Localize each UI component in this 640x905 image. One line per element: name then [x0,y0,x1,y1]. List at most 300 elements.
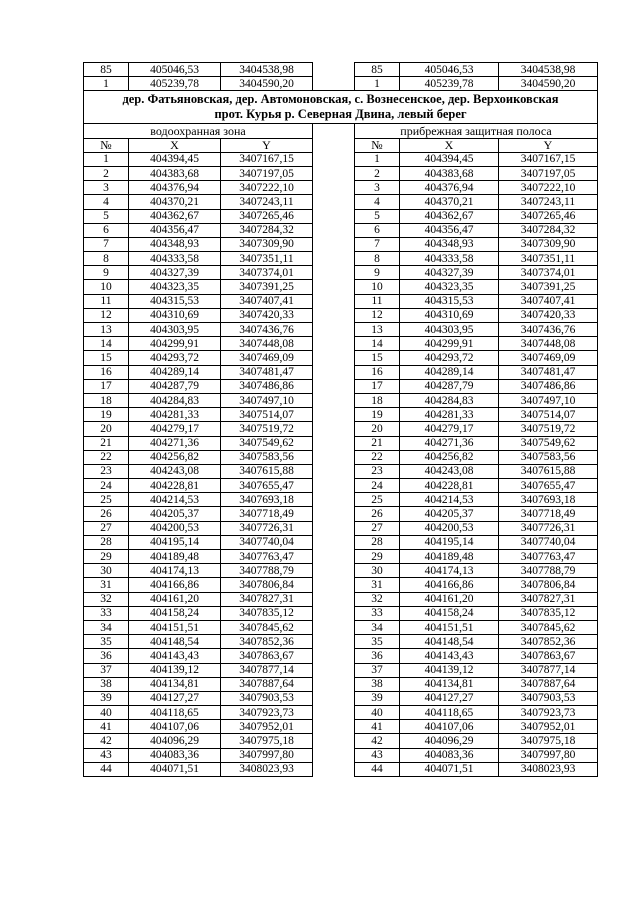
right-zone-title: прибрежная защитная полоса [355,124,598,138]
left-point-number: 20 [84,422,129,436]
column-gap [313,280,355,294]
column-gap [313,294,355,308]
right-x-value: 404143,43 [400,649,499,663]
left-x-header: X [129,138,221,152]
left-y-value: 3407952,01 [221,720,313,734]
right-point-number: 2 [355,166,400,180]
left-x-value: 404107,06 [129,720,221,734]
table-row [84,606,598,620]
right-y-value: 3407923,73 [499,706,598,720]
right-x-value: 404362,67 [400,209,499,223]
left-x-value: 404293,72 [129,351,221,365]
right-point-number: 42 [355,734,400,748]
right-x-value: 404158,24 [400,606,499,620]
right-point-number: 28 [355,535,400,549]
column-gap [313,521,355,535]
left-y-value: 3407497,10 [221,393,313,407]
right-point-number: 33 [355,606,400,620]
column-gap [313,166,355,180]
right-y-value: 3407726,31 [499,521,598,535]
left-point-number: 21 [84,436,129,450]
right-y-value: 3407351,11 [499,252,598,266]
right-point-number: 30 [355,564,400,578]
right-point-number: 85 [355,63,400,77]
right-x-value: 404279,17 [400,422,499,436]
table-row [84,166,598,180]
left-y-value: 3407514,07 [221,408,313,422]
left-y-value: 3407852,36 [221,635,313,649]
left-x-value: 404151,51 [129,620,221,634]
left-point-number: 25 [84,493,129,507]
table-row [84,266,598,280]
left-x-value: 404287,79 [129,379,221,393]
left-x-value: 404083,36 [129,748,221,762]
column-gap [313,124,355,138]
right-point-number: 7 [355,237,400,251]
left-y-value: 3407197,05 [221,166,313,180]
left-point-number: 28 [84,535,129,549]
left-point-number: 85 [84,63,129,77]
right-y-value: 3407436,76 [499,323,598,337]
column-gap [313,748,355,762]
left-x-value: 404118,65 [129,706,221,720]
left-x-value: 404189,48 [129,550,221,564]
right-x-value: 404134,81 [400,677,499,691]
right-y-value: 3407420,33 [499,308,598,322]
left-x-value: 404315,53 [129,294,221,308]
right-y-value: 3407448,08 [499,337,598,351]
left-y-value: 3407975,18 [221,734,313,748]
right-y-value: 3407835,12 [499,606,598,620]
column-gap [313,422,355,436]
left-point-number: 30 [84,564,129,578]
left-x-value: 404148,54 [129,635,221,649]
right-x-value: 404289,14 [400,365,499,379]
right-x-value: 404333,58 [400,252,499,266]
right-x-value: 405239,78 [400,77,499,91]
right-point-number: 25 [355,493,400,507]
left-point-number: 14 [84,337,129,351]
left-x-value: 404348,93 [129,237,221,251]
table-row [84,464,598,478]
right-y-value: 3407583,56 [499,450,598,464]
left-x-value: 404323,35 [129,280,221,294]
right-x-value: 404376,94 [400,181,499,195]
right-x-value: 404071,51 [400,762,499,776]
left-y-value: 3407420,33 [221,308,313,322]
left-num-header: № [84,138,129,152]
right-x-value: 404293,72 [400,351,499,365]
table-row [84,635,598,649]
left-y-header: Y [221,138,313,152]
right-y-value: 3407243,11 [499,195,598,209]
left-x-value: 404271,36 [129,436,221,450]
table-row [84,195,598,209]
left-point-number: 24 [84,479,129,493]
right-y-value: 3407469,09 [499,351,598,365]
left-y-value: 3407351,11 [221,252,313,266]
right-point-number: 32 [355,592,400,606]
right-x-value: 404287,79 [400,379,499,393]
right-point-number: 35 [355,635,400,649]
table-row [84,748,598,762]
left-point-number: 31 [84,578,129,592]
column-gap [313,379,355,393]
right-point-number: 16 [355,365,400,379]
right-x-value: 404151,51 [400,620,499,634]
table-row [84,564,598,578]
left-x-value: 404370,21 [129,195,221,209]
left-point-number: 27 [84,521,129,535]
table-row [84,479,598,493]
right-y-value: 3407693,18 [499,493,598,507]
left-point-number: 40 [84,706,129,720]
table-row [84,578,598,592]
left-point-number: 17 [84,379,129,393]
right-y-value: 3407806,84 [499,578,598,592]
left-point-number: 11 [84,294,129,308]
left-y-value: 3407469,09 [221,351,313,365]
column-gap [313,606,355,620]
right-point-number: 41 [355,720,400,734]
right-x-value: 404195,14 [400,535,499,549]
left-y-value: 3407583,56 [221,450,313,464]
left-x-value: 405046,53 [129,63,221,77]
right-y-value: 3407655,47 [499,479,598,493]
left-point-number: 36 [84,649,129,663]
section-title [84,91,598,124]
table-row [84,237,598,251]
column-gap [313,535,355,549]
right-x-value: 404327,39 [400,266,499,280]
left-x-value: 404174,13 [129,564,221,578]
right-x-value: 404348,93 [400,237,499,251]
left-x-value: 404299,91 [129,337,221,351]
table-row [84,223,598,237]
left-x-value: 405239,78 [129,77,221,91]
left-y-value: 3407549,62 [221,436,313,450]
right-x-value: 404161,20 [400,592,499,606]
left-point-number: 10 [84,280,129,294]
left-y-value: 3407903,53 [221,691,313,705]
column-gap [313,138,355,152]
left-y-value: 3407740,04 [221,535,313,549]
right-x-value: 404284,83 [400,393,499,407]
left-x-value: 404284,83 [129,393,221,407]
left-point-number: 29 [84,550,129,564]
left-point-number: 7 [84,237,129,251]
zone-header-row [84,124,598,138]
left-y-value: 3407436,76 [221,323,313,337]
right-point-number: 13 [355,323,400,337]
right-point-number: 6 [355,223,400,237]
left-x-value: 404166,86 [129,578,221,592]
section-title-line1: дер. Фатьяновская, дер. Автомоновская, с. Вознесенское, дер. Верхоиковская [122,92,559,107]
left-point-number: 6 [84,223,129,237]
column-gap [313,408,355,422]
table-row [84,450,598,464]
column-gap [313,663,355,677]
right-x-value: 404139,12 [400,663,499,677]
right-y-value: 3407863,67 [499,649,598,663]
right-y-value: 3407167,15 [499,152,598,166]
right-point-number: 14 [355,337,400,351]
table-row [84,762,598,776]
column-gap [313,152,355,166]
section-header [84,91,598,152]
table-row [84,535,598,549]
column-gap [313,734,355,748]
left-x-value: 404228,81 [129,479,221,493]
left-x-value: 404139,12 [129,663,221,677]
right-x-value: 404107,06 [400,720,499,734]
left-point-number: 44 [84,762,129,776]
column-gap [313,393,355,407]
right-x-value: 404214,53 [400,493,499,507]
table-row [84,592,598,606]
right-y-value: 3407615,88 [499,464,598,478]
left-x-value: 404383,68 [129,166,221,180]
left-point-number: 5 [84,209,129,223]
table-row [84,77,598,91]
right-point-number: 19 [355,408,400,422]
column-gap [313,720,355,734]
right-x-value: 404166,86 [400,578,499,592]
right-x-value: 404271,36 [400,436,499,450]
table-row [84,209,598,223]
table-row [84,422,598,436]
left-point-number: 39 [84,691,129,705]
right-x-value: 404299,91 [400,337,499,351]
right-y-value: 3407827,31 [499,592,598,606]
column-gap [313,762,355,776]
right-point-number: 1 [355,152,400,166]
table-row [84,663,598,677]
right-x-value: 404243,08 [400,464,499,478]
right-y-value: 3407788,79 [499,564,598,578]
left-x-value: 404256,82 [129,450,221,464]
right-point-number: 17 [355,379,400,393]
left-y-value: 3407222,10 [221,181,313,195]
right-y-value: 3407877,14 [499,663,598,677]
right-y-value: 3404538,98 [499,63,598,77]
right-y-value: 3407407,41 [499,294,598,308]
right-x-value: 404205,37 [400,507,499,521]
left-point-number: 2 [84,166,129,180]
right-y-header: Y [499,138,598,152]
table-row [84,649,598,663]
right-point-number: 3 [355,181,400,195]
left-point-number: 37 [84,663,129,677]
left-y-value: 3407486,86 [221,379,313,393]
column-gap [313,223,355,237]
left-y-value: 3407284,32 [221,223,313,237]
column-gap [313,337,355,351]
column-gap [313,209,355,223]
right-y-value: 3404590,20 [499,77,598,91]
right-y-value: 3407549,62 [499,436,598,450]
right-point-number: 26 [355,507,400,521]
column-gap [313,252,355,266]
right-point-number: 34 [355,620,400,634]
right-y-value: 3407718,49 [499,507,598,521]
right-point-number: 43 [355,748,400,762]
table-row [84,337,598,351]
left-x-value: 404127,27 [129,691,221,705]
right-x-value: 404323,35 [400,280,499,294]
right-x-value: 404228,81 [400,479,499,493]
column-gap [313,691,355,705]
right-x-value: 404200,53 [400,521,499,535]
table-row [84,734,598,748]
column-gap [313,550,355,564]
column-gap [313,308,355,322]
column-header-row [84,138,598,152]
right-point-number: 31 [355,578,400,592]
right-point-number: 40 [355,706,400,720]
column-gap [313,464,355,478]
left-x-value: 404333,58 [129,252,221,266]
right-x-value: 404281,33 [400,408,499,422]
table-row [84,323,598,337]
left-x-value: 404071,51 [129,762,221,776]
section-title-line2: прот. Курья р. Северная Двина, левый берег [214,107,467,122]
left-x-value: 404394,45 [129,152,221,166]
right-y-value: 3407391,25 [499,280,598,294]
right-point-number: 22 [355,450,400,464]
right-point-number: 10 [355,280,400,294]
table-row [84,152,598,166]
table-row [84,280,598,294]
column-gap [313,266,355,280]
left-point-number: 26 [84,507,129,521]
left-zone-title: водоохранная зона [84,124,313,138]
right-y-value: 3407763,47 [499,550,598,564]
left-y-value: 3407391,25 [221,280,313,294]
right-y-value: 3407997,80 [499,748,598,762]
column-gap [313,479,355,493]
right-point-number: 36 [355,649,400,663]
left-point-number: 1 [84,77,129,91]
left-point-number: 33 [84,606,129,620]
right-y-value: 3407845,62 [499,620,598,634]
left-y-value: 3407448,08 [221,337,313,351]
right-y-value: 3407265,46 [499,209,598,223]
left-x-value: 404327,39 [129,266,221,280]
left-y-value: 3407243,11 [221,195,313,209]
left-y-value: 3407923,73 [221,706,313,720]
table-row [84,308,598,322]
column-gap [313,450,355,464]
right-point-number: 27 [355,521,400,535]
left-y-value: 3407718,49 [221,507,313,521]
column-gap [313,365,355,379]
left-point-number: 1 [84,152,129,166]
column-gap [313,351,355,365]
column-gap [313,237,355,251]
right-point-number: 5 [355,209,400,223]
left-point-number: 23 [84,464,129,478]
table-row [84,677,598,691]
left-y-value: 3407806,84 [221,578,313,592]
column-gap [313,677,355,691]
left-y-value: 3407877,14 [221,663,313,677]
column-gap [313,649,355,663]
column-gap [313,635,355,649]
right-point-number: 38 [355,677,400,691]
left-x-value: 404158,24 [129,606,221,620]
left-point-number: 19 [84,408,129,422]
table-row [84,181,598,195]
column-gap [313,564,355,578]
right-y-value: 3407975,18 [499,734,598,748]
right-x-value: 404370,21 [400,195,499,209]
left-y-value: 3407309,90 [221,237,313,251]
right-x-value: 404148,54 [400,635,499,649]
left-point-number: 41 [84,720,129,734]
left-y-value: 3408023,93 [221,762,313,776]
right-y-value: 3407887,64 [499,677,598,691]
column-gap [313,323,355,337]
column-gap [313,195,355,209]
left-point-number: 32 [84,592,129,606]
column-gap [313,493,355,507]
column-gap [313,181,355,195]
left-x-value: 404279,17 [129,422,221,436]
table-row [84,63,598,77]
left-x-value: 404303,95 [129,323,221,337]
right-point-number: 1 [355,77,400,91]
right-x-header: X [400,138,499,152]
right-y-value: 3407481,47 [499,365,598,379]
table-row [84,720,598,734]
left-x-value: 404205,37 [129,507,221,521]
column-gap [313,507,355,521]
right-point-number: 11 [355,294,400,308]
right-point-number: 12 [355,308,400,322]
table-row [84,393,598,407]
left-y-value: 3404590,20 [221,77,313,91]
left-point-number: 16 [84,365,129,379]
left-y-value: 3407615,88 [221,464,313,478]
table-row [84,493,598,507]
right-x-value: 404383,68 [400,166,499,180]
left-point-number: 18 [84,393,129,407]
table-row [84,294,598,308]
right-x-value: 404174,13 [400,564,499,578]
right-y-value: 3407284,32 [499,223,598,237]
left-y-value: 3407265,46 [221,209,313,223]
right-point-number: 44 [355,762,400,776]
left-y-value: 3407788,79 [221,564,313,578]
right-x-value: 404189,48 [400,550,499,564]
left-x-value: 404195,14 [129,535,221,549]
table-row [84,408,598,422]
right-y-value: 3407197,05 [499,166,598,180]
left-y-value: 3404538,98 [221,63,313,77]
left-point-number: 15 [84,351,129,365]
right-point-number: 21 [355,436,400,450]
left-x-value: 404243,08 [129,464,221,478]
left-point-number: 8 [84,252,129,266]
left-x-value: 404356,47 [129,223,221,237]
left-point-number: 4 [84,195,129,209]
left-y-value: 3407374,01 [221,266,313,280]
section-title-row [84,91,598,124]
left-x-value: 404289,14 [129,365,221,379]
left-point-number: 38 [84,677,129,691]
left-x-value: 404161,20 [129,592,221,606]
